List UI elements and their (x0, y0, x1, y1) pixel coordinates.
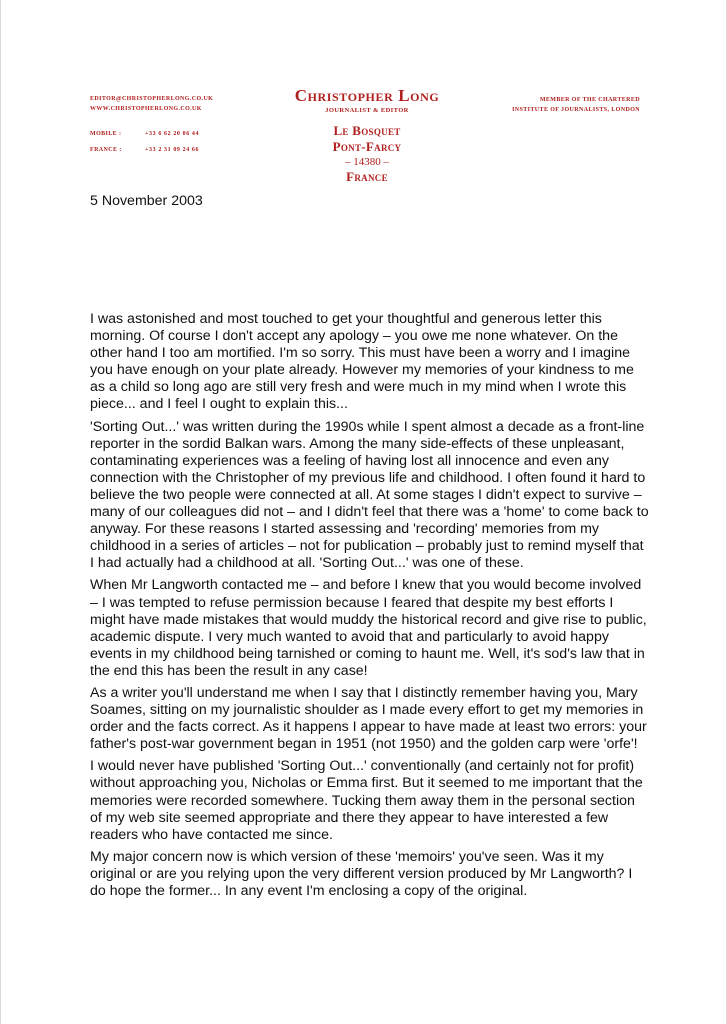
letterhead-contact-block (90, 94, 213, 158)
letterhead-subtitle: JOURNALIST & EDITOR (325, 107, 409, 114)
letter-body (90, 311, 650, 905)
letterhead-address-line-1: Le Bosquet (333, 123, 401, 138)
letterhead-phone-mobile (90, 126, 213, 142)
letterhead-name: Christopher Long (294, 86, 440, 105)
phone-label: MOBILE : (90, 131, 122, 137)
letterhead-membership-block (512, 95, 640, 115)
phone-number: +33 6 62 20 06 44 (145, 131, 200, 137)
letterhead-email[interactable]: EDITOR@CHRISTOPHERLONG.CO.UK (90, 96, 214, 102)
phone-number: +33 2 31 09 24 66 (145, 147, 200, 153)
letterhead-address-line-2: Pont-Farcy (332, 139, 402, 154)
letterhead-phones (90, 126, 213, 158)
letter-paragraph: I would never have published 'Sorting Out...' conventionally (and certainly not for profit) without approaching you, Nicholas or Emma first. But it seemed to me important that the memories were recorded somewhere. Tucking them away them in the personal section of my web site seemed appropriate and there they appear to have interested a few readers who have contacted me since. (90, 758, 643, 843)
letterhead-country: France (346, 169, 388, 184)
letterhead-center-block (251, 86, 483, 185)
letter-paragraph: As a writer you'll understand me when I say that I distinctly remember having you, Mary Soames, sitting on my journalistic shoulder as I made every effort to get my memories in order and the facts correct. As it happens I appear to have made at least two errors: your father's post-war government began in 1951 (not 1950) and the golden carp were 'orfe'! (90, 684, 647, 753)
letterhead-website[interactable]: WWW.CHRISTOPHERLONG.CO.UK (90, 106, 202, 112)
letterhead-membership-line-1: MEMBER OF THE CHARTERED (539, 97, 640, 103)
letterhead-phone-france (90, 142, 213, 158)
letterhead-membership-line-2: INSTITUTE OF JOURNALISTS, LONDON (512, 107, 640, 113)
phone-label: FRANCE : (90, 147, 122, 153)
letter-date: 5 November 2003 (90, 193, 203, 209)
letter-paragraph: I was astonished and most touched to get your thoughtful and generous letter this morning. Of course I don't accept any apology – you owe me none whatever. On the other hand I too am mortified. I'm so sorry. This must have been a worry and I imagine you have enough on your plate already. However my memories of your kindness to me as a child so long ago are still very fresh and were much in my mind when I wrote this piece... and I feel I ought to explain this... (90, 311, 634, 413)
letterhead-postcode: – 14380 – (345, 156, 389, 168)
letter-paragraph: 'Sorting Out...' was written during the 1990s while I spent almost a decade as a front-line reporter in the sordid Balkan wars. Among the many side-effects of these unpleasant, contaminating experiences was a feeling of having lost all innocence and even any connection with the Christopher of my previous life and childhood. I often found it hard to believe the two people were connected at all. At some stages I didn't expect to survive – many of our colleagues did not – and I didn't feel that there was a 'home' to come back to anyway. For these reasons I started assessing and 'recording' memories from my childhood in a series of articles – not for publication – probably just to remind myself that I had actually had a childhood at all. 'Sorting Out...' was one of these. (90, 418, 649, 572)
letter-paragraph: When Mr Langworth contacted me – and before I knew that you would become involved – I was tempted to refuse permission because I feared that despite my best efforts I might have made mistakes that would muddy the historical record and give rise to public, academic dispute. I very much wanted to avoid that and particularly to avoid happy events in my childhood being tarnished or coming to haunt me. Well, it's sod's law that in the end this has been the result in any case! (90, 577, 647, 679)
letter-paragraph: My major concern now is which version of these 'memoirs' you've seen. Was it my original or are you relying upon the very different version produced by Mr Langworth? I do hope the former... In any event I'm enclosing a copy of the original. (90, 848, 633, 899)
